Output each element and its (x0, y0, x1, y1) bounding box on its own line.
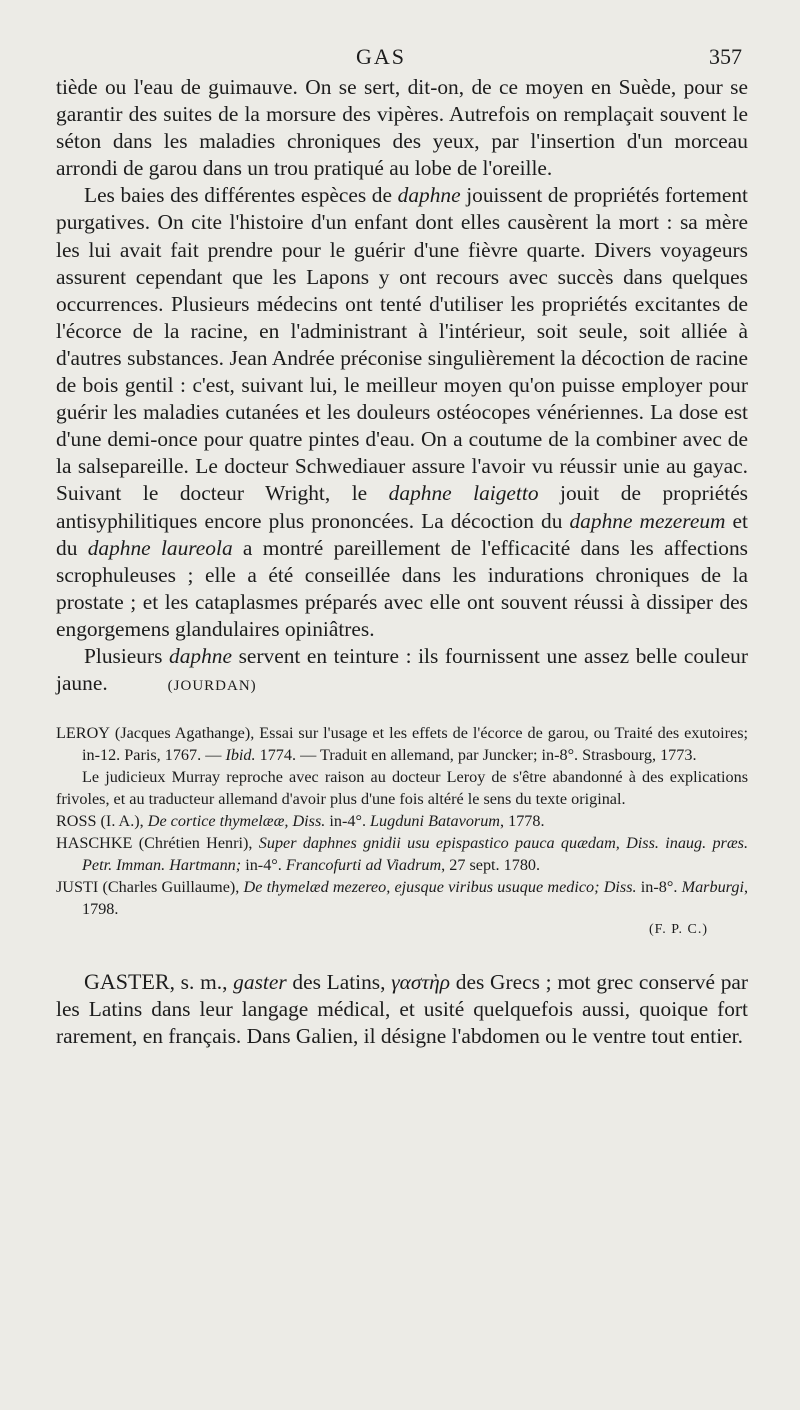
text-run: , 1778. (500, 812, 545, 831)
biblio-signature: (F. P. C.) (648, 922, 708, 938)
italic-term: gaster (233, 970, 287, 995)
italic-term: daphne mezereum (569, 508, 726, 533)
italic-term: daphne (397, 183, 461, 208)
running-title: GAS (356, 44, 407, 69)
italic-term: De cortice thymelææ, Diss. (147, 812, 326, 831)
italic-term: Marburgi (681, 878, 744, 897)
italic-term: Super daphnes gnidii usu epispastico pauca quædam, Diss. inaug. præs. Petr. Imman. Hartmann; (82, 834, 748, 875)
biblio-entry-ross (56, 810, 748, 832)
bibliography (56, 722, 748, 938)
italic-term: daphne laureola (87, 535, 233, 560)
text-run: jouissent de propriétés fortement purgatives. On cite l'histoire d'un enfant dont elles causèrent la mort : sa mère les lui avait fait prendre pour le guérir d'une fièvre quarte. Divers voyageurs assurent cependant que les Lapons y ont recours avec succès dans quelques occurrences. Plusieurs médecins ont tenté d'utiliser les propriétés excitantes de l'écorce de la racine, en l'administrant à l'intérieur, soit seule, soit alliée à d'autres substances. Jean Andrée préconise singulièrement la décoction de racine de bois gentil : c'est, suivant lui, le meilleur moyen qu'on puisse employer pour guérir les maladies cutanées et les douleurs ostéocopes vénériennes. La dose est d'une demi-once pour quatre pintes d'eau. On a coutume de la combiner avec de la salsepareille. Le docteur Schwediauer assure l'avoir vu réussir unie au gayac. Suivant le docteur Wright, le (56, 183, 748, 506)
biblio-entry-justi (56, 876, 748, 920)
biblio-entry-leroy (56, 722, 748, 766)
text-run: , s. m., (169, 970, 234, 995)
paragraph-2 (56, 182, 748, 643)
text-run: , 27 sept. 1780. (441, 856, 541, 875)
italic-term: daphne (169, 643, 232, 668)
paragraph-1: tiède ou l'eau de guimauve. On se sert, dit-on, de ce moyen en Suède, pour se garantir des suites de la morsure des vipères. Autrefois on remplaçait souvent le séton dans les maladies chroniques des yeux, par l'insertion d'un morceau arrondi de garou dans un trou pratiqué au lobe de l'oreille. (56, 75, 748, 181)
text-run: in-4°. (241, 856, 286, 875)
italic-term: De thymelæd mezereo, ejusque viribus usuque medico; Diss. (243, 878, 637, 897)
main-text (56, 74, 748, 700)
biblio-author: ROSS (56, 812, 97, 831)
text-run: des Latins, (286, 970, 392, 995)
text-run: in-8°. (636, 878, 682, 897)
text-run: jouit de propriétés antisyphilitiques encore plus prononcées. La décoction du (56, 481, 749, 533)
gaster-entry (56, 968, 748, 1050)
text-run: , 1798. (82, 878, 748, 919)
greek-term: γαστὴρ (391, 970, 450, 995)
biblio-entry-haschke (56, 832, 748, 876)
text-run: (Charles Guillaume), (98, 878, 244, 897)
italic-term: daphne laigetto (388, 481, 539, 506)
headword: GASTER (84, 969, 170, 995)
running-head (56, 40, 748, 74)
text-run: Plusieurs (84, 643, 170, 668)
italic-term: Lugduni Batavorum (370, 812, 500, 831)
text-run: (I. A.), (96, 812, 148, 831)
page-number: 357 (709, 44, 742, 69)
gaster-paragraph (56, 968, 748, 1050)
text-run: servent en teinture : ils fournissent une assez belle couleur jaune. (56, 643, 748, 696)
biblio-author: LEROY (56, 724, 110, 743)
text-run: et du (56, 508, 748, 560)
italic-term: Ibid. (225, 746, 256, 765)
paragraph-3 (56, 643, 748, 700)
author-signature: (JOURDAN) (167, 678, 257, 695)
text-run: (Chrétien Henri), (132, 834, 259, 853)
biblio-note: Le judicieux Murray reproche avec raison au docteur Leroy de s'être abandonné à des explications frivoles, et au traducteur allemand d'avoir plus d'une fois altéré le sens du texte original. (56, 768, 748, 809)
text-run: a montré pareillement de l'efficacité dans les affections scrophuleuses ; elle a été conseillée dans les indurations chroniques de la prostate ; et les cataplasmes préparés avec elle ont souvent réussi à dissiper des engorgemens glandulaires opiniâtres. (56, 535, 748, 641)
biblio-author: HASCHKE (56, 834, 133, 853)
text-run: (Jacques Agathange), Essai sur l'usage et les effets de l'écorce de garou, ou Traité des exutoires; in-12. Paris, 1767. — (82, 724, 748, 765)
text-run: in-4°. (325, 812, 371, 831)
biblio-author: JUSTI (56, 878, 99, 897)
text-run: des Grecs ; mot grec conservé par les Latins dans leur langage médical, et usité quelquefois aussi, quoique fort rarement, en français. Dans Galien, il désigne l'abdomen ou le ventre tout entier. (56, 970, 749, 1049)
text-run: 1774. — Traduit en allemand, par Juncker; in-8°. Strasbourg, 1773. (255, 746, 697, 765)
text-run: Les baies des différentes espèces de (84, 183, 398, 208)
italic-term: Francofurti ad Viadrum (285, 856, 442, 875)
